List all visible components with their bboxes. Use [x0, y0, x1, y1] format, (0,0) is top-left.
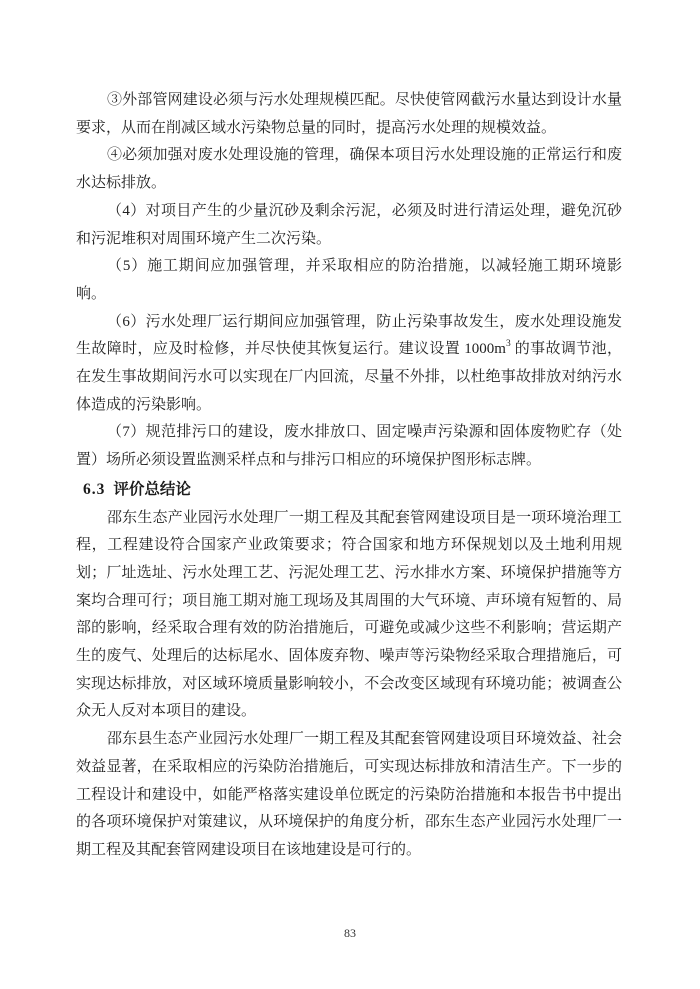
section-heading [83, 476, 622, 504]
body-paragraph: ③外部管网建设必须与污水处理规模匹配。尽快使管网截污水量达到设计水量要求，从而在削减区域水污染物总量的同时，提高污水处理的规模效益。 [76, 92, 622, 136]
page-content [76, 87, 622, 865]
body-paragraph: （7）规范排污口的建设，废水排放口、固定噪声污染源和固体废物贮存（处置）场所必须设置监测采样点和与排污口相应的环境保护图形标志牌。 [76, 424, 622, 469]
cubic-meter-superscript: 3 [505, 339, 511, 350]
conclusion-paragraph: 邵东生态产业园污水处理厂一期工程及其配套管网建设项目是一项环境治理工程，工程建设符合国家产业政策要求；符合国家和地方环保规划以及土地利用规划；厂址选址、污水处理工艺、污泥处理工艺、污水排水方案、环境保护措施等方案均合理可行；项目施工期对施工现场及其周围的大气环境、声环境有短暂的、局部的影响，经采取合理有效的防治措施后，可避免或减少这些不利影响；营运期产生的废气、处理后的达标尾水、固体废弃物、噪声等污染物经采取合理措施后，可实现达标排放，对区域环境质量影响较小，不会改变区域现有环境功能；被调查公众无人反对本项目的建设。 [76, 509, 622, 720]
body-paragraph: （5）施工期间应加强管理，并采取相应的防治措施，以减轻施工期环境影响。 [76, 258, 622, 302]
body-paragraph: （4）对项目产生的少量沉砂及剩余污泥，必须及时进行清运处理，避免沉砂和污泥堆积对周围环境产生二次污染。 [76, 202, 622, 247]
section-heading-number: 6.3 [83, 480, 106, 498]
paragraph-text-before-superscript: （6）污水处理厂运行期间应加强管理，防止污染事故发生，废水处理设施发生故障时，应及时检修，并尽快使其恢复运行。建议设置 1000m [76, 313, 622, 358]
paragraph-text-after-superscript: 的事故调节池，在发生事故期间污水可以实现在厂内回流，尽量不外排，以杜绝事故排放对纳污水体造成的污染影响。 [76, 341, 622, 413]
page-number: 83 [344, 926, 356, 940]
conclusion-paragraph: 邵东县生态产业园污水处理厂一期工程及其配套管网建设项目环境效益、社会效益显著，在采取相应的污染防治措施后，可实现达标排放和清洁生产。下一步的工程设计和建设中，如能严格落实建设单位既定的污染防治措施和本报告书中提出的各项环境保护对策建议，从环境保护的角度分析，邵东生态产业园污水处理厂一期工程及其配套管网建设项目在该地建设是可行的。 [76, 731, 622, 858]
page-footer [0, 924, 700, 942]
section-heading-title: 评价总结论 [113, 480, 191, 498]
body-paragraph: ④必须加强对废水处理设施的管理，确保本项目污水处理设施的正常运行和废水达标排放。 [76, 147, 622, 192]
body-paragraph [76, 309, 622, 420]
